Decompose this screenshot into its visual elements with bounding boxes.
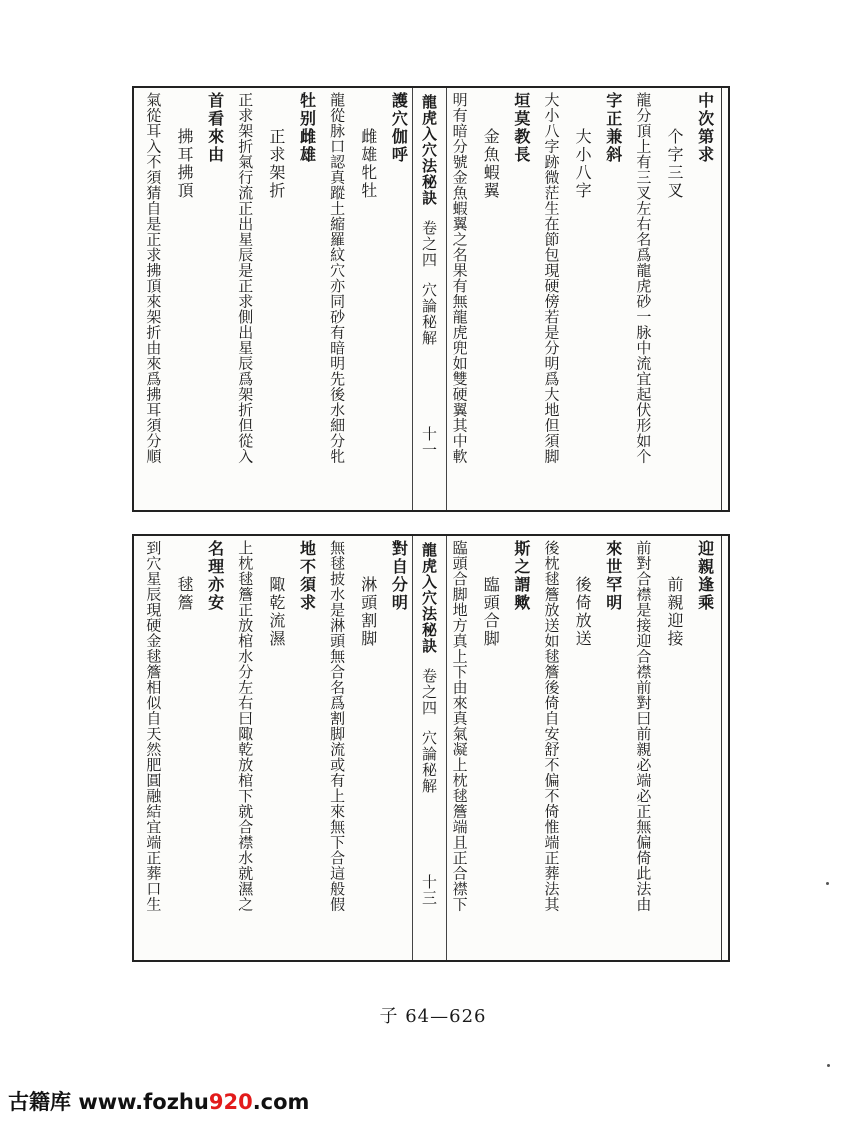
heading-column: 來世罕明 xyxy=(603,540,623,612)
spine-subtitle: 穴論秘解 xyxy=(420,282,438,346)
speck-mark xyxy=(827,1064,830,1067)
subheading-column: 後倚放送 xyxy=(573,576,593,648)
text-column: 氣從耳入不須猜自是正求拂頂來架折由來爲拂耳須分順 xyxy=(144,92,163,464)
speck-mark xyxy=(826,882,829,885)
text-column: 無毬披水是淋頭無合名爲割脚流或有上來無下合這般假 xyxy=(328,540,347,912)
heading-column: 斯之謂歟 xyxy=(511,540,531,612)
heading-column: 首看來由 xyxy=(205,92,225,164)
heading-column: 中次第求 xyxy=(695,92,715,164)
footer-watermark xyxy=(8,1086,309,1116)
footer-site-suffix: .com xyxy=(252,1090,310,1114)
spine-folio: 十三 xyxy=(420,874,438,906)
bottom-text-panel xyxy=(132,534,730,962)
spine-subtitle: 穴論秘解 xyxy=(420,730,438,794)
spine-folio: 十一 xyxy=(420,426,438,458)
heading-column: 護穴伽呼 xyxy=(389,92,409,164)
spine-volume: 卷之四 xyxy=(420,220,438,268)
subheading-column: 拂耳拂頂 xyxy=(174,128,194,200)
text-column: 明有暗分號金魚蝦翼之名果有無龍虎兜如雙硬翼其中軟 xyxy=(450,92,469,464)
footer-site-number: 920 xyxy=(208,1090,253,1114)
subheading-column: 正求架折 xyxy=(266,128,286,200)
spine-rule xyxy=(446,536,447,960)
text-column: 龍從脉口認真蹤土縮羅紋穴亦同砂有暗明先後水細分牝 xyxy=(328,92,347,464)
page-number: 子 64—626 xyxy=(379,1006,487,1027)
subheading-column: 金魚蝦翼 xyxy=(481,128,501,200)
heading-column: 地不須求 xyxy=(297,540,317,612)
subheading-column: 大小八字 xyxy=(573,128,593,200)
spine-volume: 卷之四 xyxy=(420,668,438,716)
text-column: 上枕毬簷正放棺水分左右曰陬乾放棺下就合襟水就濕之 xyxy=(236,540,255,912)
heading-column: 迎親逢乘 xyxy=(695,540,715,612)
footer-brand: 古籍库 xyxy=(8,1090,71,1114)
footer-site-prefix: www.fozhu xyxy=(78,1090,209,1114)
spine-title: 龍虎入穴法秘訣 xyxy=(420,542,438,654)
text-column: 到穴星辰現硬金毬簷相似自天然肥圓融結宜端正葬口生 xyxy=(144,540,163,912)
text-column: 前對合襟是接迎合襟前對曰前親必端必正無偏倚此法由 xyxy=(634,540,653,912)
heading-column: 垣莫教長 xyxy=(511,92,531,164)
subheading-column: 雌雄牝牡 xyxy=(358,128,378,200)
top-text-panel xyxy=(132,86,730,512)
text-column: 龍分頂上有三叉左右名爲龍虎砂一脉中流宜起伏形如个 xyxy=(634,92,653,464)
text-column: 大小八字跡微茫生在節包現硬傍若是分明爲大地但須脚 xyxy=(542,92,561,464)
text-column: 臨頭合脚地方真上下由來真氣凝上枕毬簷端且正合襟下 xyxy=(450,540,469,912)
heading-column: 牡别雌雄 xyxy=(297,92,317,164)
subheading-column: 淋頭割脚 xyxy=(358,576,378,648)
text-column: 正求架折氣行流正出星辰是正求側出星辰爲架折但從入 xyxy=(236,92,255,464)
spine-title: 龍虎入穴法秘訣 xyxy=(420,94,438,206)
subheading-column: 臨頭合脚 xyxy=(481,576,501,648)
heading-column: 字正兼斜 xyxy=(603,92,623,164)
subheading-column: 陬乾流濕 xyxy=(266,576,286,648)
spine-column xyxy=(415,94,443,506)
subheading-column: 毬簷 xyxy=(174,576,194,612)
text-column: 後枕毬簷放送如毬簷後倚自安舒不偏不倚惟端正葬法其 xyxy=(542,540,561,912)
spine-rule xyxy=(446,88,447,510)
subheading-column: 前親迎接 xyxy=(665,576,685,648)
subheading-column: 个字三叉 xyxy=(665,128,685,200)
heading-column: 對自分明 xyxy=(389,540,409,612)
spine-column xyxy=(415,542,443,956)
heading-column: 名理亦安 xyxy=(205,540,225,612)
